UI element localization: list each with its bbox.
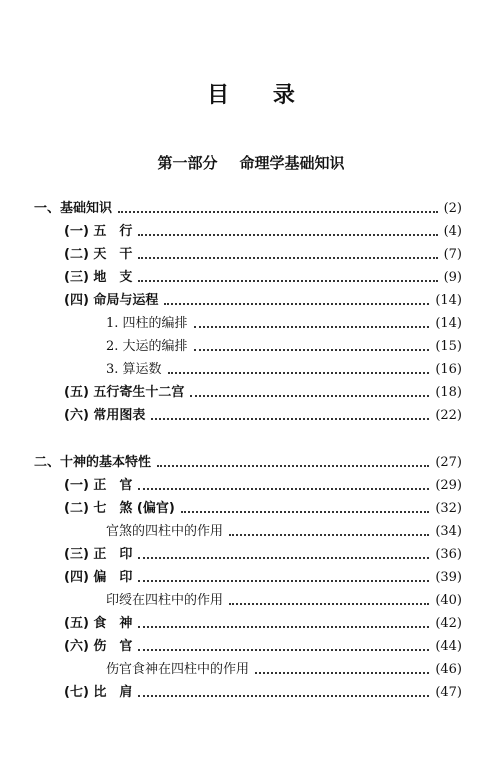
toc-entry-label: 一、基础知识 xyxy=(34,201,113,216)
toc-entry-page: (39) xyxy=(435,570,462,585)
toc-entry-page: (46) xyxy=(435,662,462,677)
toc-entry-label: 官煞的四柱中的作用 xyxy=(106,524,224,539)
page-title: 目 录 xyxy=(207,83,313,108)
toc-entry[interactable] xyxy=(64,405,462,427)
toc-entry[interactable] xyxy=(64,244,462,266)
toc-entry[interactable] xyxy=(64,544,462,566)
toc-entry-page: (16) xyxy=(435,362,462,377)
toc-entry-page: (4) xyxy=(443,224,462,239)
toc-entry-page: (22) xyxy=(435,408,462,423)
toc-entry[interactable] xyxy=(106,521,462,543)
toc-entry-page: (47) xyxy=(435,685,462,700)
toc-entry-label: (六) 常用图表 xyxy=(64,408,146,423)
toc-entry-label: 印绶在四柱中的作用 xyxy=(106,593,224,608)
dot-leader xyxy=(138,626,429,628)
dot-leader xyxy=(255,672,429,674)
part-heading xyxy=(0,152,502,173)
toc-entry-label: 二、十神的基本特性 xyxy=(34,455,152,470)
toc-entry[interactable] xyxy=(106,590,462,612)
part-name: 命理学基础知识 xyxy=(239,154,345,172)
toc-entry-page: (9) xyxy=(443,270,462,285)
toc-entry-page: (15) xyxy=(435,339,462,354)
dot-leader xyxy=(151,418,429,420)
toc-entry[interactable] xyxy=(34,452,462,474)
dot-leader xyxy=(181,511,429,513)
toc-entry-label: (七) 比 肩 xyxy=(64,685,133,700)
toc-entry-label: (一) 五 行 xyxy=(64,224,133,239)
toc-entry[interactable] xyxy=(34,198,462,220)
toc-entry[interactable] xyxy=(64,267,462,289)
toc-entry-page: (14) xyxy=(435,293,462,308)
dot-leader xyxy=(138,488,429,490)
dot-leader xyxy=(138,695,429,697)
toc-entry[interactable] xyxy=(64,682,462,704)
toc-entry-label: (六) 伤 官 xyxy=(64,639,133,654)
toc-entry-label: (五) 五行寄生十二宫 xyxy=(64,385,185,400)
toc-entry[interactable] xyxy=(64,613,462,635)
dot-leader xyxy=(138,557,429,559)
dot-leader xyxy=(138,257,437,259)
toc-entry-label: (四) 偏 印 xyxy=(64,570,133,585)
toc-entry-label: (四) 命局与运程 xyxy=(64,293,159,308)
toc-entry-label: (二) 七 煞 (偏官) xyxy=(64,501,175,516)
dot-leader xyxy=(138,580,429,582)
toc-entry-label: (二) 天 干 xyxy=(64,247,133,262)
toc-entry-page: (44) xyxy=(435,639,462,654)
dot-leader xyxy=(190,395,429,397)
part-label: 第一部分 xyxy=(157,154,218,172)
toc-entry-page: (27) xyxy=(435,455,462,470)
toc-entry-label: (一) 正 官 xyxy=(64,478,133,493)
toc-entry-page: (32) xyxy=(435,501,462,516)
toc-entry-page: (2) xyxy=(443,201,462,216)
dot-leader xyxy=(164,303,429,305)
toc-entry[interactable] xyxy=(64,221,462,243)
toc-entry[interactable] xyxy=(64,498,462,520)
toc-entry[interactable] xyxy=(106,313,462,335)
dot-leader xyxy=(138,280,437,282)
dot-leader xyxy=(194,349,430,351)
toc-entry[interactable] xyxy=(64,636,462,658)
toc-entry-label: (三) 地 支 xyxy=(64,270,133,285)
toc-entry[interactable] xyxy=(64,475,462,497)
toc-entry-page: (14) xyxy=(435,316,462,331)
toc-entry-page: (29) xyxy=(435,478,462,493)
toc-entry[interactable] xyxy=(64,290,462,312)
toc-entry-label: 1. 四柱的编排 xyxy=(106,316,188,331)
toc-entry-page: (7) xyxy=(443,247,462,262)
toc-entry-page: (42) xyxy=(435,616,462,631)
toc-entry[interactable] xyxy=(64,382,462,404)
dot-leader xyxy=(118,211,438,213)
toc-entry-page: (36) xyxy=(435,547,462,562)
toc-entry-label: 2. 大运的编排 xyxy=(106,339,188,354)
toc-entry-label: 伤官食神在四柱中的作用 xyxy=(106,662,250,677)
toc-entry-page: (18) xyxy=(435,385,462,400)
dot-leader xyxy=(157,465,429,467)
toc-entry-label: (五) 食 神 xyxy=(64,616,133,631)
dot-leader xyxy=(138,649,429,651)
toc-entry[interactable] xyxy=(64,567,462,589)
toc-entry[interactable] xyxy=(106,336,462,358)
dot-leader xyxy=(194,326,430,328)
dot-leader xyxy=(138,234,437,236)
toc-entry-label: 3. 算运数 xyxy=(106,362,162,377)
dot-leader xyxy=(168,372,430,374)
toc-entry[interactable] xyxy=(106,359,462,381)
toc-entry-label: (三) 正 印 xyxy=(64,547,133,562)
dot-leader xyxy=(229,603,429,605)
toc-entry-page: (34) xyxy=(435,524,462,539)
dot-leader xyxy=(229,534,429,536)
toc-entry[interactable] xyxy=(106,659,462,681)
toc-entry-page: (40) xyxy=(435,593,462,608)
